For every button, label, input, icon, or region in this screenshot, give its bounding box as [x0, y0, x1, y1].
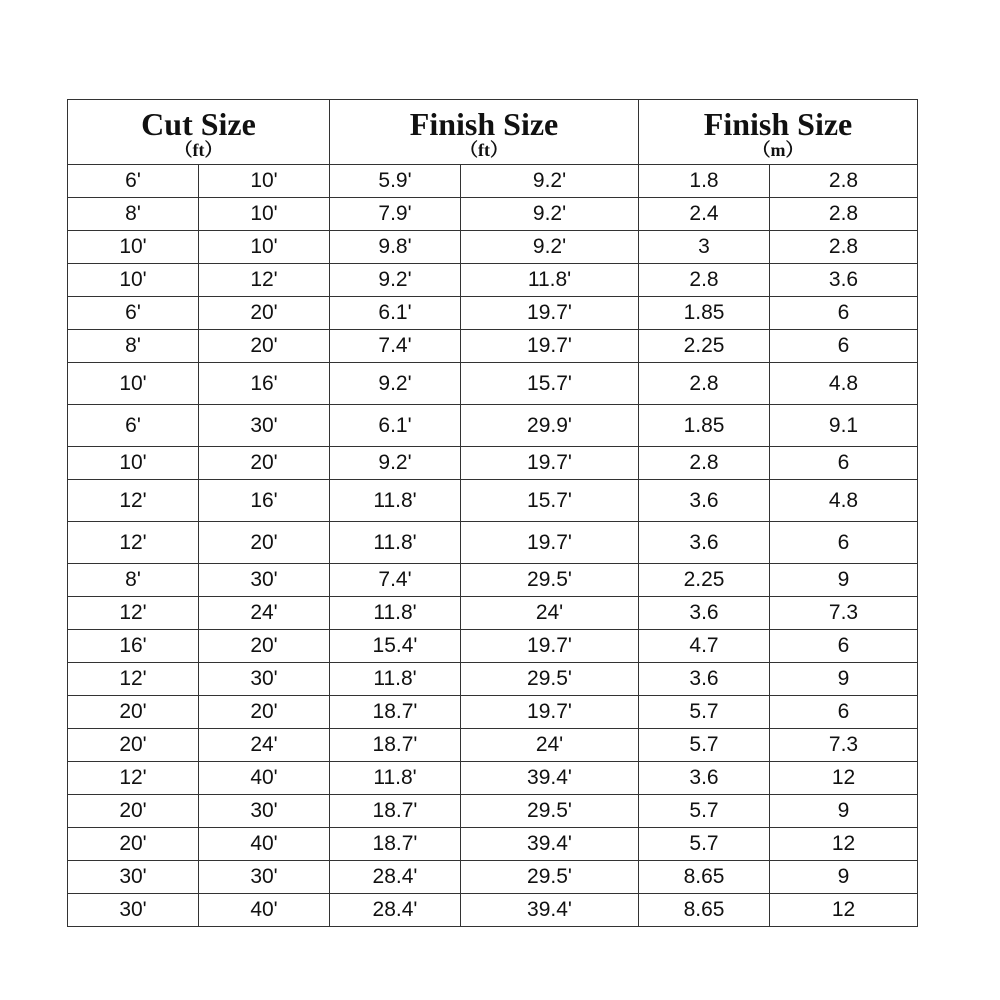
cell-cut-width-ft: 8' [68, 198, 199, 231]
cell-cut-width-ft: 30' [68, 861, 199, 894]
header-finish-size-ft [330, 100, 639, 165]
cell-finish-width-ft: 18.7' [330, 729, 461, 762]
cell-finish-width-m: 8.65 [639, 894, 770, 927]
cell-finish-length-m: 2.8 [770, 165, 918, 198]
cell-finish-length-m: 9 [770, 663, 918, 696]
cell-finish-width-ft: 11.8' [330, 762, 461, 795]
cell-finish-width-m: 3.6 [639, 663, 770, 696]
cell-cut-length-ft: 30' [199, 795, 330, 828]
cell-cut-width-ft: 10' [68, 447, 199, 480]
header-row [68, 100, 918, 165]
cell-finish-length-ft: 29.5' [461, 861, 639, 894]
cell-cut-length-ft: 24' [199, 729, 330, 762]
cell-finish-length-m: 4.8 [770, 363, 918, 405]
cell-finish-width-ft: 11.8' [330, 480, 461, 522]
cell-cut-length-ft: 20' [199, 297, 330, 330]
table-row [68, 762, 918, 795]
cell-finish-width-m: 2.25 [639, 564, 770, 597]
cell-cut-length-ft: 30' [199, 564, 330, 597]
cell-finish-length-m: 2.8 [770, 231, 918, 264]
table-row [68, 264, 918, 297]
table-row [68, 480, 918, 522]
cell-cut-length-ft: 40' [199, 894, 330, 927]
cell-finish-length-m: 9 [770, 795, 918, 828]
cell-finish-length-m: 9 [770, 564, 918, 597]
table-row [68, 894, 918, 927]
cell-finish-length-m: 6 [770, 330, 918, 363]
cell-cut-width-ft: 16' [68, 630, 199, 663]
cell-finish-length-ft: 24' [461, 729, 639, 762]
table-row [68, 729, 918, 762]
cell-cut-length-ft: 10' [199, 231, 330, 264]
cell-finish-width-m: 3.6 [639, 522, 770, 564]
cell-finish-width-m: 1.8 [639, 165, 770, 198]
cell-finish-length-ft: 19.7' [461, 297, 639, 330]
table-row [68, 861, 918, 894]
cell-finish-length-ft: 11.8' [461, 264, 639, 297]
table-row [68, 696, 918, 729]
cell-finish-width-m: 5.7 [639, 696, 770, 729]
cell-finish-width-ft: 9.8' [330, 231, 461, 264]
cell-finish-length-m: 9 [770, 861, 918, 894]
cell-cut-width-ft: 6' [68, 405, 199, 447]
cell-cut-width-ft: 12' [68, 762, 199, 795]
table-row [68, 663, 918, 696]
cell-finish-width-ft: 7.9' [330, 198, 461, 231]
cell-finish-length-ft: 15.7' [461, 480, 639, 522]
cell-cut-width-ft: 8' [68, 330, 199, 363]
cell-finish-length-ft: 39.4' [461, 894, 639, 927]
cell-cut-length-ft: 40' [199, 828, 330, 861]
cell-cut-length-ft: 10' [199, 198, 330, 231]
cell-finish-width-m: 8.65 [639, 861, 770, 894]
size-conversion-table [67, 99, 918, 927]
cell-finish-length-m: 7.3 [770, 597, 918, 630]
cell-finish-width-ft: 28.4' [330, 861, 461, 894]
cell-finish-width-m: 3.6 [639, 597, 770, 630]
cell-cut-width-ft: 10' [68, 264, 199, 297]
cell-finish-width-ft: 18.7' [330, 696, 461, 729]
cell-cut-length-ft: 20' [199, 522, 330, 564]
header-unit: （ft） [460, 139, 508, 160]
cell-cut-width-ft: 20' [68, 828, 199, 861]
cell-finish-width-m: 2.4 [639, 198, 770, 231]
cell-finish-width-ft: 15.4' [330, 630, 461, 663]
cell-cut-length-ft: 30' [199, 405, 330, 447]
cell-finish-length-ft: 19.7' [461, 330, 639, 363]
cell-finish-width-m: 4.7 [639, 630, 770, 663]
cell-cut-length-ft: 20' [199, 630, 330, 663]
cell-finish-width-ft: 9.2' [330, 363, 461, 405]
cell-finish-width-ft: 18.7' [330, 795, 461, 828]
cell-cut-length-ft: 16' [199, 363, 330, 405]
cell-finish-width-ft: 9.2' [330, 447, 461, 480]
cell-cut-width-ft: 20' [68, 795, 199, 828]
cell-cut-width-ft: 8' [68, 564, 199, 597]
cell-finish-length-ft: 29.9' [461, 405, 639, 447]
cell-finish-width-m: 2.8 [639, 447, 770, 480]
table-row [68, 795, 918, 828]
cell-finish-length-m: 4.8 [770, 480, 918, 522]
cell-finish-length-m: 9.1 [770, 405, 918, 447]
table-body [68, 165, 918, 927]
table-row [68, 330, 918, 363]
cell-finish-length-m: 6 [770, 447, 918, 480]
cell-finish-length-m: 12 [770, 894, 918, 927]
cell-finish-length-m: 6 [770, 522, 918, 564]
cell-finish-width-ft: 7.4' [330, 564, 461, 597]
cell-cut-length-ft: 40' [199, 762, 330, 795]
cell-finish-length-ft: 29.5' [461, 663, 639, 696]
table-row [68, 231, 918, 264]
cell-finish-width-ft: 18.7' [330, 828, 461, 861]
cell-cut-width-ft: 6' [68, 165, 199, 198]
table-row [68, 522, 918, 564]
cell-cut-length-ft: 30' [199, 861, 330, 894]
cell-finish-width-m: 2.25 [639, 330, 770, 363]
table-row [68, 198, 918, 231]
cell-finish-length-m: 2.8 [770, 198, 918, 231]
cell-cut-length-ft: 10' [199, 165, 330, 198]
cell-finish-width-ft: 11.8' [330, 663, 461, 696]
cell-finish-width-m: 2.8 [639, 264, 770, 297]
cell-finish-width-m: 3.6 [639, 480, 770, 522]
table-row [68, 564, 918, 597]
header-finish-size-m [639, 100, 918, 165]
cell-finish-length-ft: 19.7' [461, 522, 639, 564]
cell-finish-width-m: 3.6 [639, 762, 770, 795]
cell-cut-length-ft: 24' [199, 597, 330, 630]
cell-finish-length-ft: 19.7' [461, 447, 639, 480]
cell-finish-length-m: 6 [770, 630, 918, 663]
cell-cut-width-ft: 6' [68, 297, 199, 330]
cell-finish-length-m: 12 [770, 828, 918, 861]
cell-cut-length-ft: 12' [199, 264, 330, 297]
cell-cut-width-ft: 12' [68, 597, 199, 630]
header-unit: （ft） [174, 139, 223, 160]
cell-cut-length-ft: 20' [199, 447, 330, 480]
cell-finish-width-m: 2.8 [639, 363, 770, 405]
cell-finish-width-ft: 6.1' [330, 405, 461, 447]
cell-finish-width-ft: 6.1' [330, 297, 461, 330]
cell-finish-length-m: 7.3 [770, 729, 918, 762]
cell-finish-length-ft: 24' [461, 597, 639, 630]
cell-finish-length-ft: 39.4' [461, 828, 639, 861]
table-row [68, 828, 918, 861]
cell-cut-length-ft: 30' [199, 663, 330, 696]
header-title: Cut Size [141, 105, 256, 142]
header-title: Finish Size [703, 105, 853, 142]
cell-finish-width-ft: 5.9' [330, 165, 461, 198]
cell-finish-width-m: 1.85 [639, 405, 770, 447]
table-row [68, 297, 918, 330]
cell-cut-length-ft: 20' [199, 330, 330, 363]
cell-cut-width-ft: 12' [68, 480, 199, 522]
cell-finish-length-m: 3.6 [770, 264, 918, 297]
cell-cut-length-ft: 20' [199, 696, 330, 729]
cell-finish-length-ft: 15.7' [461, 363, 639, 405]
cell-finish-length-ft: 19.7' [461, 630, 639, 663]
table-row [68, 630, 918, 663]
cell-cut-length-ft: 16' [199, 480, 330, 522]
table-row [68, 363, 918, 405]
cell-cut-width-ft: 12' [68, 663, 199, 696]
cell-finish-length-m: 12 [770, 762, 918, 795]
cell-cut-width-ft: 12' [68, 522, 199, 564]
cell-cut-width-ft: 10' [68, 231, 199, 264]
cell-finish-length-m: 6 [770, 696, 918, 729]
header-title: Finish Size [409, 105, 559, 142]
cell-finish-width-ft: 28.4' [330, 894, 461, 927]
cell-finish-width-m: 5.7 [639, 729, 770, 762]
cell-finish-width-ft: 7.4' [330, 330, 461, 363]
cell-cut-width-ft: 20' [68, 729, 199, 762]
cell-finish-width-m: 1.85 [639, 297, 770, 330]
cell-finish-width-ft: 11.8' [330, 597, 461, 630]
cell-cut-width-ft: 10' [68, 363, 199, 405]
cell-finish-width-ft: 11.8' [330, 522, 461, 564]
cell-finish-width-m: 3 [639, 231, 770, 264]
cell-finish-length-ft: 19.7' [461, 696, 639, 729]
cell-cut-width-ft: 30' [68, 894, 199, 927]
cell-finish-length-ft: 9.2' [461, 198, 639, 231]
header-cut-size-ft [68, 100, 330, 165]
cell-finish-length-ft: 9.2' [461, 231, 639, 264]
cell-finish-length-ft: 39.4' [461, 762, 639, 795]
cell-finish-width-m: 5.7 [639, 795, 770, 828]
table-row [68, 405, 918, 447]
table-row [68, 165, 918, 198]
cell-finish-length-ft: 29.5' [461, 795, 639, 828]
cell-cut-width-ft: 20' [68, 696, 199, 729]
cell-finish-width-m: 5.7 [639, 828, 770, 861]
cell-finish-length-m: 6 [770, 297, 918, 330]
cell-finish-width-ft: 9.2' [330, 264, 461, 297]
table-row [68, 597, 918, 630]
cell-finish-length-ft: 29.5' [461, 564, 639, 597]
table-row [68, 447, 918, 480]
cell-finish-length-ft: 9.2' [461, 165, 639, 198]
header-unit: （m） [752, 139, 804, 160]
